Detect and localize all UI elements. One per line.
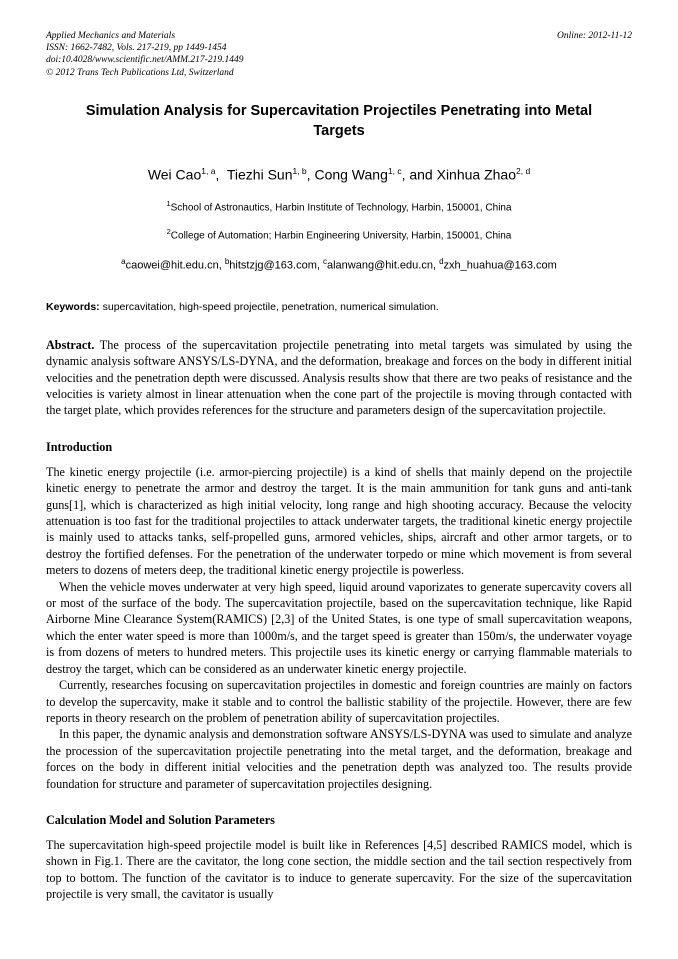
abstract-text: The process of the supercavitation projectile penetrating into metal targets was simulated by using the dynamic analysis software ANSYS/LS-DYNA, and the deformation, breakage and forces on the body in different initial velocities and the penetration depth were discussed. Analysis results show that there are two peaks of resistance and the velocities is variety almost in linear attenuation when the cone part of the projectile is moving through contacted with the target plate, which provides references for the structure and parameters design of the supercavitation projectile. [46, 337, 632, 418]
keywords-line [46, 300, 632, 315]
email-sup-a: a [121, 257, 126, 267]
affiliation-2 [46, 224, 632, 243]
abstract-block [46, 337, 632, 419]
author-sup-3: 1, c [387, 165, 402, 176]
page-header [46, 30, 632, 79]
section-heading-introduction: Introduction [46, 439, 113, 454]
email-3: alanwang@hit.edu.cn, [327, 259, 440, 272]
affiliation-text-2: College of Automation; Harbin Engineering University, Harbin, 150001, China [170, 230, 512, 242]
email-4: zxh_huahua@163.com [443, 259, 557, 272]
paragraph-intro-4: In this paper, the dynamic analysis and demonstration software ANSYS/LS-DYNA was used to simulate and analyze the procession of the supercavitation projectile penetrating into the metal target, and the deformation, breakage and forces on the body in different initial velocities and the penetration depth was analyzed too. The results provide foundation for structure and parameter of supercavitation projectiles designing. [46, 727, 632, 791]
author-name-1: Wei Cao [147, 166, 202, 183]
author-sup-2: 1, b [292, 165, 307, 176]
author-name-2: Tiezhi Sun [226, 166, 293, 183]
doi-line: doi:10.4028/www.scientific.net/AMM.217-219.1449 [46, 55, 244, 66]
paper-title: Simulation Analysis for Supercavitation Projectiles Penetrating into Metal Targets [85, 102, 593, 139]
section-heading-calculation-model: Calculation Model and Solution Parameters [46, 812, 275, 827]
email-2: hitstzjg@163.com, [229, 259, 323, 272]
abstract-label: Abstract. [46, 337, 95, 352]
author-sep-3: , [401, 166, 406, 183]
email-sup-b: b [224, 257, 230, 267]
email-sup-c: c [323, 257, 327, 267]
author-emails [46, 254, 632, 274]
journal-name: Applied Mechanics and Materials [46, 31, 176, 41]
email-sup-d: d [439, 257, 444, 267]
copyright-line: © 2012 Trans Tech Publications Ltd, Switzerland [46, 67, 234, 78]
author-sup-4: 2, d [516, 165, 531, 176]
header-publication-info [46, 30, 243, 79]
paragraph-intro-3: Currently, researches focusing on supercavitation projectiles in domestic and foreign countries are mainly on factors to develop the supercavity, make it stable and to control the ballistic stability of the projectile. However, there are few reports in theory research on the problem of penetration ability of supercavitation projectiles. [46, 678, 632, 725]
online-date: Online: 2012-11-12 [556, 31, 632, 41]
paragraph-intro-2: When the vehicle moves underwater at very high speed, liquid around vaporizates to generate supercavity covers all or most of the surface of the body. The supercavitation projectile, based on the supercavitation technique, like Rapid Airborne Mine Clearance System(RAMICS) [2,3] of the United States, is one type of small supercavitation weapons, which the enter water speed is more than 1000m/s, and the target speed is greater than 150m/s, the underwater voyage is from dozens of meters to hundred meters. This projectile uses its kinetic energy or carrying flammable materials to destroy the target, which can be considered as an underwater kinetic energy projectile. [46, 579, 632, 676]
affiliation-sup-1: 1 [166, 199, 171, 209]
affiliation-sup-2: 2 [166, 226, 171, 236]
paragraph-intro-1: The kinetic energy projectile (i.e. armor-piercing projectile) is a kind of shells that mainly depend on the projectile kinetic energy to penetrate the armor and destroy the target. It is the main ammunition for tank guns and anti-tank guns[1], which is characterized as high initial velocity, long range and high shooting accuracy. Because the velocity attenuation is too fast for the traditional projectiles to attack underwater targets, the traditional kinetic energy projectile is mainly used to attacks tanks, self-propelled guns, armored vehicles, ships, aircraft and other armor targets, or to destroy the fortified defenses. For the penetration of the underwater torpedo or mine which movement is from several meters to dozens of meters deep, the traditional kinetic energy projectile is powerless. [46, 464, 632, 578]
author-list [46, 161, 632, 185]
paragraph-model-1: The supercavitation high-speed projectile model is built like in References [4,5] described RAMICS model, which is shown in Fig.1. There are the cavitator, the long cone section, the middle section and the tail section respectively from top to bottom. The function of the cavitator is to induce to generate supercavity. For the size of the supercavitation projectile is very small, the cavitator is usually [46, 837, 632, 902]
issn-line: ISSN: 1662-7482, Vols. 217-219, pp 1449-1454 [46, 43, 227, 54]
email-1: caowei@hit.edu.cn, [125, 259, 225, 272]
author-name-4: and Xinhua Zhao [409, 166, 516, 183]
affiliation-1 [46, 196, 632, 215]
keywords-label: Keywords: [46, 300, 100, 313]
author-name-3: Cong Wang [314, 166, 388, 183]
affiliation-text-1: School of Astronautics, Harbin Institute of Technology, Harbin, 150001, China [170, 202, 512, 214]
keywords-value: supercavitation, high-speed projectile, penetration, numerical simulation. [99, 300, 439, 313]
author-sup-1: 1, a [201, 165, 216, 176]
author-sep-1: , [215, 166, 220, 183]
author-sep-2: , [306, 166, 311, 183]
